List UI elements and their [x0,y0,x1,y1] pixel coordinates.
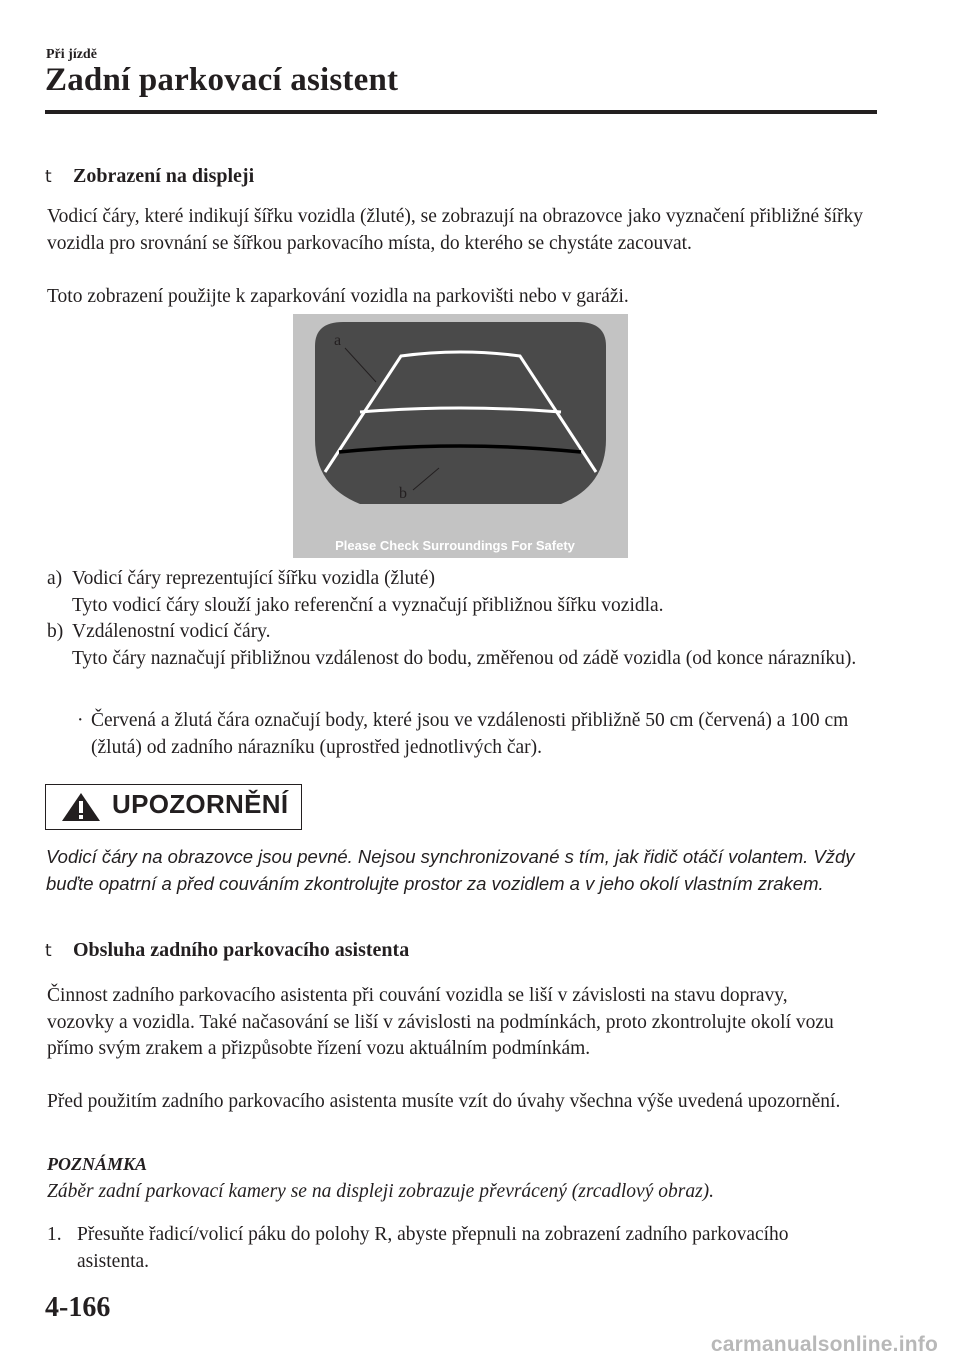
note-text: Záběr zadní parkovací kamery se na displeji zobrazuje převrácený (zrcadlový obraz). [47,1181,715,1202]
bullet-marker: · [77,710,84,731]
safety-banner: Please Check Surroundings For Safety [335,538,575,553]
caution-box [45,784,302,830]
legend-desc-a: Tyto vodicí čáry slouží jako referenční a vyznačují přibližnou šířku vozidla. [72,594,664,616]
legend-label-b: b) [47,621,64,642]
step-number: 1. [47,1224,62,1245]
legend-desc-b: Tyto čáry naznačují přibližnou vzdálenost do bodu, změřenou od zádě vozidla (od konce nárazníku). [72,647,857,669]
legend-title-b: Vzdálenostní vodicí čáry. [72,621,271,642]
camera-screen [315,322,606,504]
rear-camera-figure [293,314,628,558]
step-text: Přesuňte řadicí/volicí páku do polohy R, abyste přepnuli na zobrazení zadního parkovacího asistenta. [77,1224,789,1272]
page-number: 4-166 [45,1292,111,1323]
operation-heading-text: Obsluha zadního parkovacího asistenta [73,939,410,961]
bullet-text: Červená a žlutá čára označují body, které jsou ve vzdálenosti přibližně 50 cm (červená) a 100 cm (žlutá) od zadního nárazníku (uprostřed jednotlivých čar). [91,710,849,758]
display-heading-text: Zobrazení na displeji [73,165,255,187]
note-title: POZNÁMKA [47,1154,148,1174]
caution-label: UPOZORNĚNÍ [112,789,289,819]
page-title: Zadní parkovací asistent [45,62,399,98]
legend-title-a: Vodicí čáry reprezentující šířku vozidla (žluté) [72,568,435,589]
watermark[interactable]: carmanualsonline.info [710,1333,938,1356]
operation-para-2: Před použitím zadního parkovacího asistenta musíte vzít do úvahy všechna výše uvedená upozornění. [47,1091,841,1112]
section-label: Při jízdě [46,47,97,62]
caution-text: Vodicí čáry na obrazovce jsou pevné. Nejsou synchronizované s tím, jak řidič otáčí volantem. Vždy buďte opatrní a před couváním zkontrolujte prostor za vozidlem a v jeho okolí vlastním zrakem. [46,846,855,894]
warning-icon [60,791,102,823]
figure-label-b: b [399,485,407,502]
figure-legend [47,566,887,756]
heading-bullet: t [45,167,52,187]
operation-heading [45,939,409,962]
figure-label-a: a [334,332,342,349]
operation-para-1: Činnost zadního parkovacího asistenta při couvání vozidla se liší v závislosti na stavu dopravy, vozovky a vozidla. Také načasování se liší v závislosti na podmínkách, proto zkontrolujte okolí vozu přímo svým zrakem a přizpůsobte řízení vozu aktuálním podmínkám. [47,985,834,1059]
legend-label-a: a) [47,568,63,589]
display-para-1: Vodicí čáry, které indikují šířku vozidla (žluté), se zobrazují na obrazovce jako vyznačení přibližné šířky vozidla pro srovnání se šířkou parkovacího místa, do kterého se chystáte zacouvat. [47,206,863,254]
heading-bullet: t [45,941,52,961]
title-rule [45,110,877,114]
display-heading [45,165,254,188]
display-para-2: Toto zobrazení použijte k zaparkování vozidla na parkovišti nebo v garáži. [47,286,629,307]
